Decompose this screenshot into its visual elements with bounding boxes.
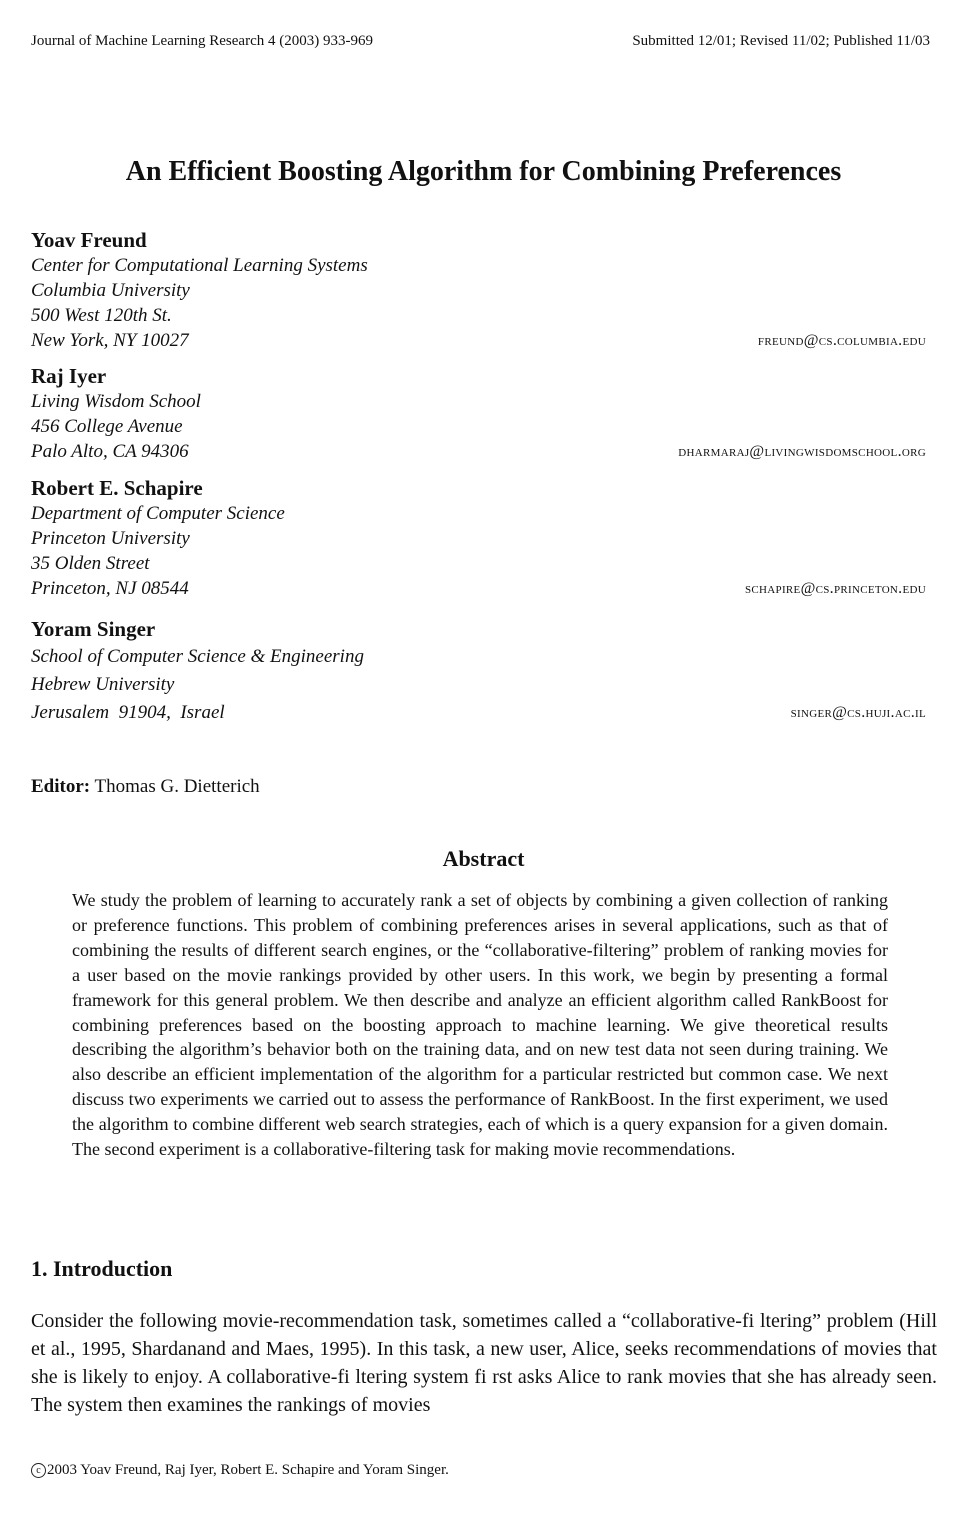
affiliation-line: Center for Computational Learning Systems — [31, 255, 368, 276]
editor-line — [31, 776, 260, 798]
author-email[interactable]: singer@cs.huji.ac.il — [790, 704, 926, 721]
publication-dates: Submitted 12/01; Revised 11/02; Published 11/03 — [632, 33, 930, 49]
author-email[interactable]: freund@cs.columbia.edu — [757, 332, 926, 349]
affiliation-line: Jerusalem 91904, Israel — [31, 702, 225, 723]
affiliation-line: School of Computer Science & Engineering — [31, 646, 364, 667]
affiliation-line: Hebrew University — [31, 674, 175, 695]
author-name: Yoram Singer — [31, 617, 156, 641]
introduction-text: Consider the following movie-recommendation task, sometimes called a “collaborative-fi ltering” problem (Hill et al., 1995, Shardanand and Maes, 1995). In this task, a new user, Alice, seeks recommendations of movies that she is likely to enjoy. A collaborative-fi ltering system fi rst asks Alice to rank movies that she has already seen. The system then examines the rankings of movies — [31, 1310, 937, 1416]
author-block-iyer — [31, 364, 926, 464]
author-block-schapire — [31, 476, 926, 601]
abstract-text: We study the problem of learning to accurately rank a set of objects by combining a given collection of ranking or preference functions. This problem of combining preferences arises in several applications, such as that of combining the results of different search engines, or the “collaborative-filtering” problem of ranking movies for a user based on the movie rankings provided by other users. In this work, we begin by presenting a formal framework for this general problem. We then describe and analyze an efficient algorithm called RankBoost for combining preferences based on the boosting approach to machine learning. We give theoretical results describing the algorithm’s behavior both on the training data, and on new test data not seen during training. We also describe an efficient implementation of the algorithm for a particular restricted but common case. We next discuss two experiments we carried out to assess the performance of RankBoost. In the first experiment, we used the algorithm to combine different web search strategies, each of which is a query expansion for a given domain. The second experiment is a collaborative-filtering task for making movie recommendations. — [72, 890, 888, 1160]
journal-header: Journal of Machine Learning Research 4 (2003) 933-969 — [31, 33, 373, 49]
affiliation-line: New York, NY 10027 — [31, 330, 189, 351]
affiliation-line: Palo Alto, CA 94306 — [31, 441, 189, 462]
affiliation-line: 456 College Avenue — [31, 416, 183, 437]
copyright-symbol: c — [31, 1463, 46, 1478]
author-block-singer — [31, 616, 926, 727]
author-name: Raj Iyer — [31, 364, 107, 388]
author-email[interactable]: dharmaraj@livingwisdomschool.org — [678, 443, 926, 460]
editor-name: Thomas G. Dietterich — [94, 776, 260, 797]
author-name: Yoav Freund — [31, 228, 147, 252]
author-block-freund — [31, 228, 926, 353]
affiliation-line: Living Wisdom School — [31, 391, 201, 412]
author-email[interactable]: schapire@cs.princeton.edu — [744, 580, 926, 597]
abstract-heading: Abstract — [442, 846, 525, 871]
affiliation-line: Princeton, NJ 08544 — [31, 578, 189, 599]
copyright-text: 2003 Yoav Freund, Raj Iyer, Robert E. Schapire and Yoram Singer. — [47, 1462, 449, 1478]
paper-title: An Efficient Boosting Algorithm for Combining Preferences — [125, 156, 842, 187]
affiliation-line: Department of Computer Science — [31, 503, 285, 524]
affiliation-line: 500 West 120th St. — [31, 305, 172, 326]
affiliation-line: Princeton University — [31, 528, 190, 549]
editor-label: Editor: — [31, 776, 91, 797]
author-name: Robert E. Schapire — [31, 476, 203, 500]
copyright-notice — [31, 1462, 449, 1479]
affiliation-line: Columbia University — [31, 280, 190, 301]
section-heading: 1. Introduction — [31, 1256, 173, 1281]
affiliation-line: 35 Olden Street — [31, 553, 150, 574]
